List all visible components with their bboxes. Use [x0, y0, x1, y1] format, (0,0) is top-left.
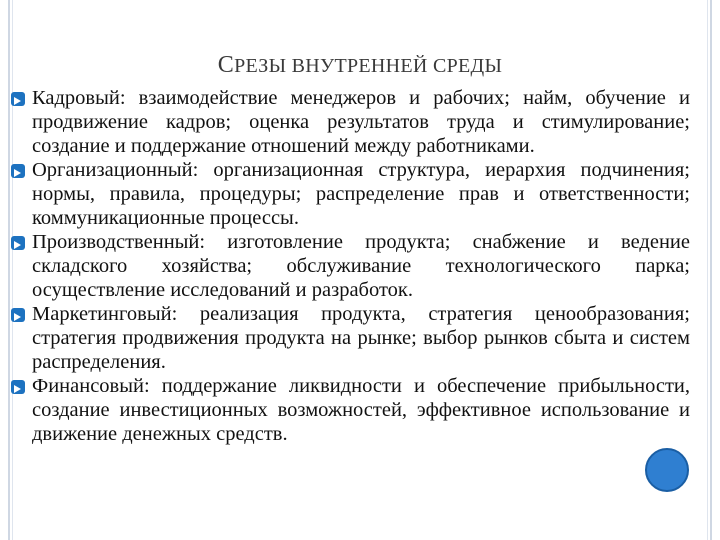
- slide-title: [0, 52, 720, 79]
- decorative-circle: [645, 448, 689, 492]
- list-item-hr: [8, 86, 690, 158]
- play-arrow-bullet-icon: [11, 164, 25, 178]
- list-item-text: Организационный: организационная структура, иерархия подчинения; нормы, правила, процедуры; распределение прав и ответственности; коммуникационные процессы.: [32, 159, 690, 229]
- bullet-list: [8, 86, 690, 446]
- list-item-text: Маркетинговый: реализация продукта, стратегия ценообразования; стратегия продвижения продукта на рынке; выбор рынков сбыта и систем распределения.: [32, 303, 690, 373]
- list-item-text: Производственный: изготовление продукта; снабжение и ведение складского хозяйства; обслуживание технологического парка; осуществление исследований и разработок.: [32, 231, 690, 301]
- title-first-letter: С: [217, 52, 235, 78]
- list-item-production: [8, 230, 690, 302]
- play-arrow-bullet-icon: [11, 380, 25, 394]
- play-arrow-bullet-icon: [11, 308, 25, 322]
- right-frame-line: [710, 0, 712, 540]
- list-item-marketing: [8, 302, 690, 374]
- list-item-finance: [8, 374, 690, 446]
- list-item-text: Финансовый: поддержание ликвидности и обеспечение прибыльности, создание инвестиционных возможностей, эффективное использование и движение денежных средств.: [32, 375, 690, 445]
- right-frame-line-inner: [707, 0, 708, 540]
- play-arrow-bullet-icon: [11, 236, 25, 250]
- list-item-organizational: [8, 158, 690, 230]
- list-item-text: Кадровый: взаимодействие менеджеров и рабочих; найм, обучение и продвижение кадров; оценка результатов труда и стимулирование; создание и поддержание отношений между работниками.: [32, 87, 690, 157]
- play-arrow-bullet-icon: [11, 92, 25, 106]
- title-rest: РЕЗЫ ВНУТРЕННЕЙ СРЕДЫ: [234, 55, 503, 77]
